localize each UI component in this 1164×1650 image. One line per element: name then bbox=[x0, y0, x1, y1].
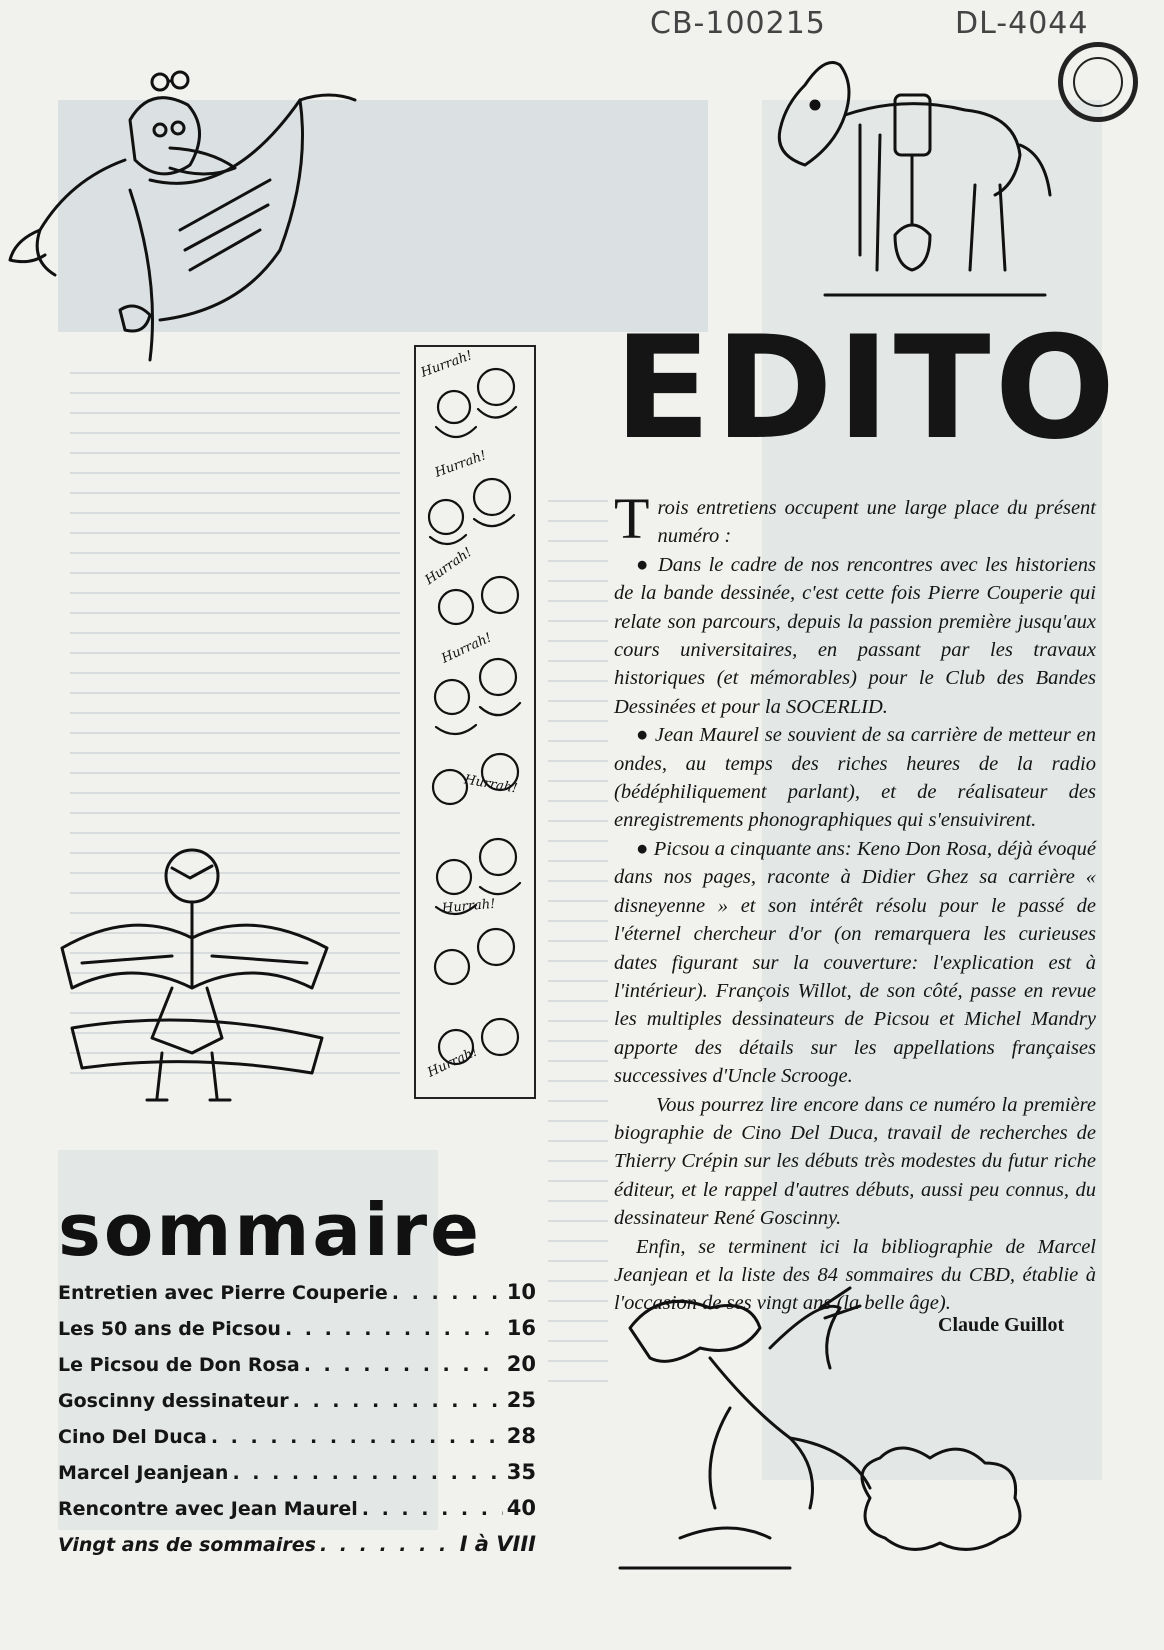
toc-page: 10 bbox=[506, 1280, 536, 1304]
edito-paragraph: ● Picsou a cinquante ans: Keno Don Rosa, déjà évoqué dans nos pages, raconte à Didier Ghez sa carrière « disneyenne » et son intérêt résolu pour le passé de l'éternel chercheur d'or (on remarquera les curieuses dates figurant sur la couverture: l'explication est à l'intérieur). François Willot, de son côté, passe en revue les multiples dessinateurs de Picsou et Michel Mandry apporte des détails sur les appellations françaises successives d'Uncle Scrooge. bbox=[614, 837, 1096, 1088]
strip-bubble: Hurrah! bbox=[425, 1044, 481, 1081]
toc-leader bbox=[232, 1462, 502, 1484]
toc-label: Entretien avec Pierre Couperie bbox=[58, 1282, 388, 1304]
toc-page: 40 bbox=[506, 1496, 536, 1520]
edito-paragraph: Vous pourrez lire encore dans ce numéro la première biographie de Cino Del Duca, travail de recherches de Thierry Crépin sur les débuts très modestes du futur riche éditeur, et le rappel d'autres débuts, aussi peu connus, du dessinateur René Goscinny. bbox=[614, 1093, 1096, 1230]
ghost-text-column-middle bbox=[548, 500, 608, 1400]
toc-row[interactable] bbox=[58, 1496, 536, 1532]
toc-page: 16 bbox=[506, 1316, 536, 1340]
stamp-inner-ring bbox=[1073, 57, 1123, 107]
toc-page: 35 bbox=[506, 1460, 536, 1484]
toc-label: Rencontre avec Jean Maurel bbox=[58, 1498, 358, 1520]
edito-text bbox=[614, 486, 1096, 1318]
toc-page: 28 bbox=[506, 1424, 536, 1448]
strip-bubble: Hurrah! bbox=[441, 896, 497, 917]
toc-label: Les 50 ans de Picsou bbox=[58, 1318, 281, 1340]
strip-bubble: Hurrah! bbox=[463, 772, 519, 797]
comic-strip-children bbox=[414, 345, 536, 1099]
toc-leader bbox=[362, 1498, 503, 1520]
strip-bubble: Hurrah! bbox=[433, 448, 489, 481]
toc-leader bbox=[392, 1282, 503, 1304]
toc-label: Marcel Jeanjean bbox=[58, 1462, 229, 1484]
toc-leader bbox=[320, 1534, 456, 1556]
toc-leader bbox=[285, 1318, 503, 1340]
toc-page: 20 bbox=[506, 1352, 536, 1376]
toc-label: Vingt ans de sommaires bbox=[58, 1534, 316, 1556]
toc-row[interactable] bbox=[58, 1316, 536, 1352]
edito-paragraph: ● Jean Maurel se souvient de sa carrière de metteur en ondes, au temps des riches heures de la radio (bédéphiliquement parlant), et de réalisateur des enregistrements phonographiques qui s'ensuivirent. bbox=[614, 724, 1096, 832]
edito-paragraph: Enfin, se terminent ici la bibliographie de Marcel Jeanjean et la liste des 84 sommaires du CBD, établie à l'occasion de ses vingt ans (la belle âge). bbox=[614, 1235, 1096, 1315]
toc-row[interactable] bbox=[58, 1424, 536, 1460]
toc-leader bbox=[211, 1426, 503, 1448]
edito-title: EDITO bbox=[614, 306, 1120, 471]
toc-leader bbox=[293, 1390, 503, 1412]
sommaire-title: sommaire bbox=[58, 1188, 482, 1272]
drop-cap: T bbox=[614, 486, 650, 551]
toc-row[interactable] bbox=[58, 1388, 536, 1424]
archive-code-left: CB-100215 bbox=[650, 6, 826, 41]
scrooge-reading-illustration bbox=[10, 60, 380, 380]
edito-paragraph: ● Dans le cadre de nos rencontres avec les historiens de la bande dessinée, c'est cette fois Pierre Couperie qui relate son parcours, depuis la passion première jusqu'aux cours universitaires, en passant par les travaux historiques (et mémorables) pour le Club des Bandes Dessinées et pour la SOCERLID. bbox=[614, 553, 1096, 718]
toc-row[interactable] bbox=[58, 1352, 536, 1388]
toc-label: Goscinny dessinateur bbox=[58, 1390, 289, 1412]
kicking-donkey-illustration bbox=[620, 1288, 1040, 1578]
toc-page: 25 bbox=[506, 1388, 536, 1412]
strip-bubble: Hurrah! bbox=[419, 348, 475, 381]
edito-signature: Claude Guillot bbox=[938, 1314, 1065, 1336]
toc-row[interactable] bbox=[58, 1280, 536, 1316]
toc-label: Cino Del Duca bbox=[58, 1426, 207, 1448]
toc-row[interactable] bbox=[58, 1532, 536, 1568]
edito-paragraph: Trois entretiens occupent une large place du présent numéro : bbox=[614, 486, 1096, 551]
strip-bubble: Hurrah! bbox=[439, 630, 495, 667]
horse-illustration bbox=[765, 55, 1055, 305]
table-of-contents bbox=[58, 1280, 536, 1568]
toc-row[interactable] bbox=[58, 1460, 536, 1496]
strip-bubble: Hurrah! bbox=[422, 545, 475, 588]
reader-character-illustration bbox=[42, 838, 342, 1118]
toc-leader bbox=[304, 1354, 503, 1376]
toc-page: I à VIII bbox=[459, 1532, 536, 1556]
toc-label: Le Picsou de Don Rosa bbox=[58, 1354, 300, 1376]
archive-code-right: DL-4044 bbox=[955, 6, 1089, 41]
library-stamp bbox=[1058, 42, 1138, 122]
